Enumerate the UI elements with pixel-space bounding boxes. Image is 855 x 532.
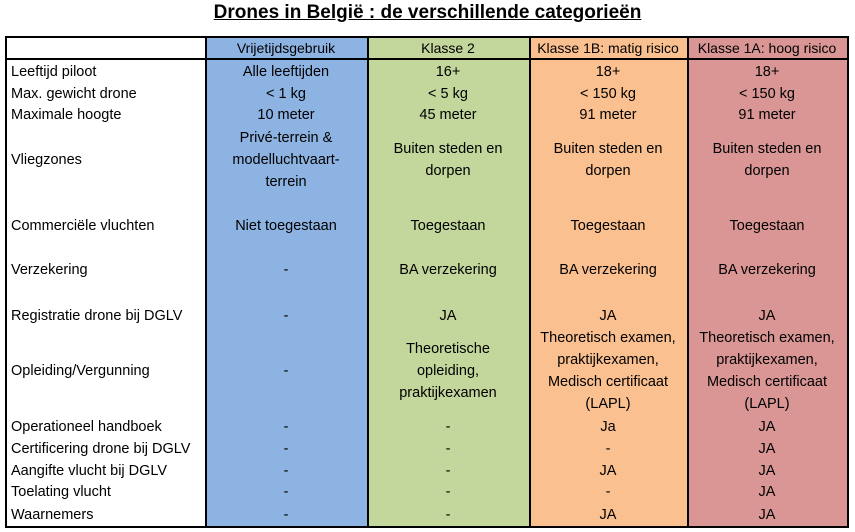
table-cell: Medisch certificaat <box>547 374 669 390</box>
row-label: Maximale hoogte <box>11 107 122 123</box>
row-label: Aangifte vlucht bij DGLV <box>11 463 168 479</box>
table-cell: JA <box>599 507 617 523</box>
row-label: Toelating vlucht <box>11 484 111 500</box>
table-cell: Toegestaan <box>410 218 486 234</box>
table-cell: JA <box>439 308 457 324</box>
row-label: Vliegzones <box>11 152 82 168</box>
table-cell: Theoretisch examen, <box>699 330 835 346</box>
table-cell: praktijkexamen <box>399 385 497 401</box>
table-cell: - <box>445 463 451 479</box>
table-cell: praktijkexamen, <box>716 352 818 368</box>
table-cell: - <box>283 363 289 379</box>
table-cell: < 150 kg <box>738 86 796 102</box>
table-cell: (LAPL) <box>744 396 790 412</box>
page-title: Drones in België : de verschillende categorieën <box>213 2 642 23</box>
table-cell: - <box>283 419 289 435</box>
table-cell: - <box>283 463 289 479</box>
table-cell: - <box>445 419 451 435</box>
table-cell: 10 meter <box>257 107 315 123</box>
table-cell: - <box>283 507 289 523</box>
table-cell: (LAPL) <box>585 396 631 412</box>
table-cell: BA verzekering <box>559 262 657 278</box>
table-cell: Ja <box>600 419 616 435</box>
table-cell: JA <box>758 308 776 324</box>
table-cell: - <box>283 262 289 278</box>
column-header: Klasse 1B: matig risico <box>537 40 679 56</box>
table-cell: BA verzekering <box>399 262 497 278</box>
table-cell: 18+ <box>595 64 621 80</box>
categories-table <box>5 36 849 528</box>
table-cell: opleiding, <box>416 363 480 379</box>
table-cell: - <box>445 441 451 457</box>
column-header: Klasse 2 <box>421 40 475 56</box>
table-cell: Medisch certificaat <box>706 374 828 390</box>
table-cell: Toegestaan <box>729 218 805 234</box>
table-cell: dorpen <box>744 163 790 179</box>
table-cell: terrein <box>265 174 307 190</box>
table-cell: Buiten steden en <box>553 141 663 157</box>
table-cell: Theoretisch examen, <box>540 330 676 346</box>
table-cell: JA <box>758 507 776 523</box>
table-cell: < 1 kg <box>266 86 306 102</box>
column-header: Vrijetijdsgebruik <box>236 40 336 56</box>
row-label: Registratie drone bij DGLV <box>11 308 183 324</box>
column-header: Klasse 1A: hoog risico <box>697 40 837 56</box>
table-cell: - <box>445 484 451 500</box>
table-cell: 45 meter <box>419 107 477 123</box>
table-cell: dorpen <box>585 163 631 179</box>
row-label: Operationeel handboek <box>11 419 162 435</box>
table-cell: 16+ <box>435 64 461 80</box>
table-cell: 91 meter <box>579 107 637 123</box>
table-cell: dorpen <box>425 163 471 179</box>
table-cell: Buiten steden en <box>712 141 822 157</box>
table-cell: JA <box>599 463 617 479</box>
row-label: Opleiding/Vergunning <box>11 363 150 379</box>
table-cell: Buiten steden en <box>393 141 503 157</box>
table-cell: < 5 kg <box>428 86 468 102</box>
row-label: Verzekering <box>11 262 88 278</box>
table-cell: - <box>605 484 611 500</box>
header-divider <box>7 58 847 60</box>
row-label: Commerciële vluchten <box>11 218 155 234</box>
table-cell: - <box>283 484 289 500</box>
row-label: Certificering drone bij DGLV <box>11 441 191 457</box>
table-cell: Niet toegestaan <box>235 218 337 234</box>
table-cell: Alle leeftijden <box>242 64 330 80</box>
table-cell: Privé-terrein & <box>239 130 333 146</box>
table-cell: BA verzekering <box>718 262 816 278</box>
table-cell: JA <box>758 419 776 435</box>
table-cell: Theoretische <box>406 341 490 357</box>
table-cell: < 150 kg <box>579 86 637 102</box>
table-cell: modelluchtvaart- <box>232 152 340 168</box>
table-cell: 18+ <box>754 64 780 80</box>
row-label: Max. gewicht drone <box>11 86 137 102</box>
table-cell: - <box>283 441 289 457</box>
table-cell: Toegestaan <box>570 218 646 234</box>
row-label: Leeftijd piloot <box>11 64 97 80</box>
table-cell: JA <box>758 441 776 457</box>
table-cell: - <box>283 308 289 324</box>
table-cell: JA <box>758 463 776 479</box>
table-cell: JA <box>758 484 776 500</box>
table-cell: - <box>445 507 451 523</box>
table-cell: 91 meter <box>738 107 796 123</box>
row-label: Waarnemers <box>11 507 94 523</box>
table-cell: JA <box>599 308 617 324</box>
table-cell: - <box>605 441 611 457</box>
table-cell: praktijkexamen, <box>557 352 659 368</box>
